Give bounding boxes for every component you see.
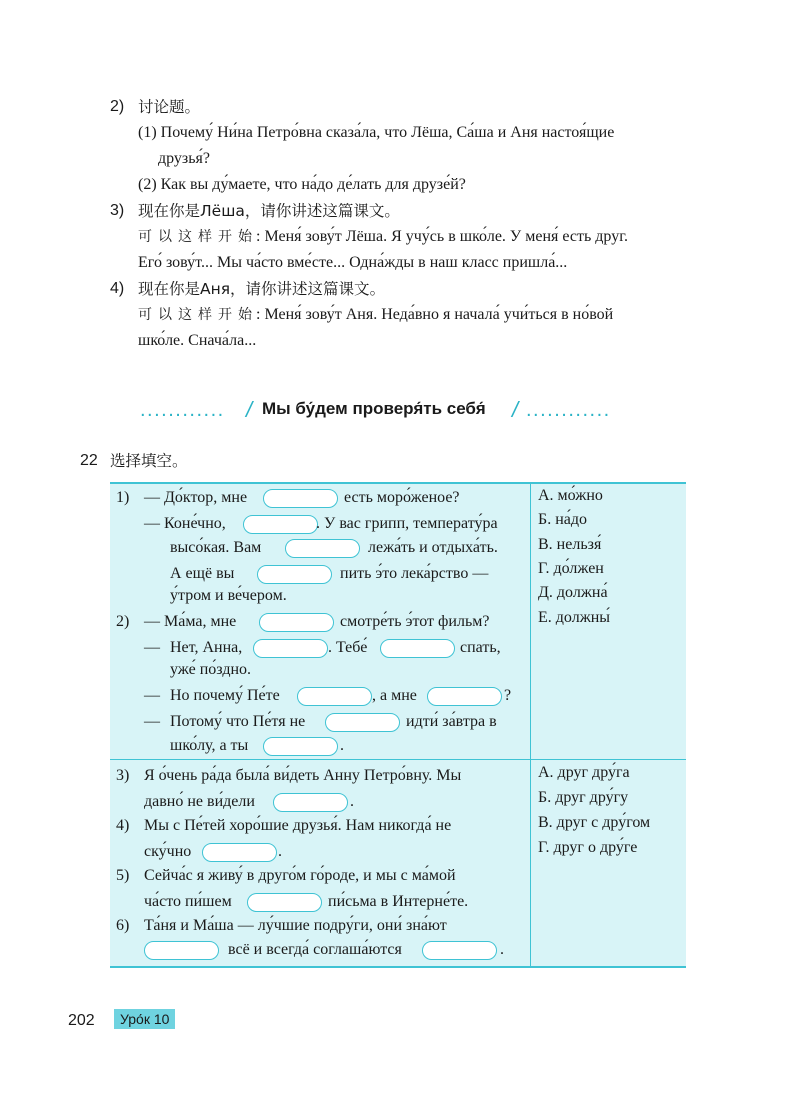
item-2-question-1-line-2: друзья́? (158, 150, 211, 167)
exercise-instruction: 选择填空。 (110, 452, 188, 470)
blank-14[interactable] (247, 893, 322, 912)
q1-line-2-end: . У вас грипп, температу́ра (316, 515, 498, 532)
item-2-question-2: (2) Как вы ду́маете, что на́до де́лать для друзе́й? (138, 176, 466, 193)
q6-line-2-end: . (500, 941, 504, 958)
q3-line-1: Я о́чень ра́да была́ ви́деть Анну Петро́вну. Мы (144, 767, 462, 784)
blank-8[interactable] (297, 687, 372, 706)
blank-11[interactable] (263, 737, 338, 756)
heading-dots-right: ............ (526, 399, 611, 421)
q1-number: 1) (116, 489, 130, 506)
blank-3[interactable] (285, 539, 360, 558)
q4-line-1: Мы с Пе́тей хоро́шие друзья́. Нам никогда́ не (144, 817, 452, 834)
q1-line-4-start: А ещё вы (170, 565, 235, 582)
choice-set-1-option: А. мо́жно (538, 487, 603, 504)
blank-10[interactable] (325, 713, 400, 732)
q1-line-4-end: пить э́то лека́рство — (340, 565, 489, 582)
table-bottom-border (110, 966, 686, 968)
heading-dots-left: ............ (140, 399, 225, 421)
item-4-line-2: шко́ле. Снача́ла... (138, 332, 257, 349)
blank-6[interactable] (253, 639, 328, 658)
choice-set-2-option: В. друг с дру́гом (538, 814, 651, 831)
q5-line-2-end: пи́сьма в Интерне́те. (328, 893, 469, 910)
item-3-line-2: Его́ зову́т... Мы ча́сто вме́сте... Одна́жды в наш класс пришла́... (138, 254, 568, 271)
choice-set-1-option: Е. должны́ (538, 608, 611, 626)
table-row-divider (110, 759, 686, 760)
q2-line-5-start: Потому́ что Пе́тя не (170, 713, 306, 730)
q2-line-4-end: ? (504, 687, 512, 704)
blank-15[interactable] (144, 941, 219, 960)
q1-line-1-end: есть моро́женое? (344, 489, 460, 506)
q2-line-3: уже́ по́здно. (170, 661, 252, 678)
q1-line-1-start: — До́ктор, мне (144, 489, 248, 506)
item-2-question-1-line-1: (1) Почему́ Ни́на Петро́вна сказа́ла, что Лёша, Са́ша и Аня настоя́щие (138, 124, 615, 141)
heading-slash-right: / (512, 397, 519, 422)
item-2-title: 讨论题。 (138, 98, 201, 116)
q2-line-2-middle: . Тебе́ (328, 639, 368, 656)
section-heading (140, 397, 680, 427)
table-top-border (110, 482, 686, 484)
blank-12[interactable] (273, 793, 348, 812)
blank-13[interactable] (202, 843, 277, 862)
q1-line-5: у́тром и ве́чером. (170, 587, 287, 604)
item-3-line-1: : Меня́ зову́т Лёша. Я учу́сь в шко́ле. У меня́ есть друг. (256, 228, 628, 245)
q3-line-2-end: . (350, 793, 354, 810)
q1-line-3-end: лежа́ть и отдыха́ть. (368, 539, 498, 556)
choice-set-1-option: Б. на́до (538, 511, 587, 529)
q2-line-4-dash: — (144, 687, 160, 704)
q6-line-1: Та́ня и Ма́ша — лу́чшие подру́ги, они́ зна́ют (144, 917, 447, 934)
q2-line-1-start: — Ма́ма, мне (144, 613, 237, 630)
table-column-divider (530, 482, 531, 968)
blank-5[interactable] (259, 613, 334, 632)
q1-line-2-start: — Коне́чно, (144, 515, 226, 532)
q3-line-2-start: давно́ не ви́дели (144, 793, 255, 810)
q5-line-1: Сейча́с я живу́ в друго́м го́роде, и мы с ма́мой (144, 867, 456, 884)
item-2-number: 2) (110, 98, 125, 115)
section-title: Мы бу́дем проверя́ть себя́ (262, 399, 486, 418)
q2-line-5-dash: — (144, 713, 160, 730)
item-4-line-1: : Меня́ зову́т Аня. Неда́вно я начала́ учи́ться в но́вой (256, 306, 614, 323)
exercise-number: 22 (80, 452, 98, 469)
item-4-prompt: 可以这样开始 (138, 307, 258, 323)
page-number: 202 (68, 1012, 95, 1029)
q2-line-4-start: Но почему́ Пе́те (170, 687, 280, 704)
q4-line-2-start: ску́чно (144, 843, 192, 860)
q1-line-3-start: высо́кая. Вам (170, 539, 262, 556)
q3-number: 3) (116, 767, 130, 784)
item-4-title: 现在你是Аня，请你讲述这篇课文。 (138, 280, 386, 298)
q6-number: 6) (116, 917, 130, 934)
blank-1[interactable] (263, 489, 338, 508)
blank-16[interactable] (422, 941, 497, 960)
q2-line-2-dash: — (144, 639, 160, 656)
item-3-title: 现在你是Лёша，请你讲述这篇课文。 (138, 202, 400, 220)
blank-9[interactable] (427, 687, 502, 706)
q2-line-1-end: смотре́ть э́тот фильм? (340, 613, 490, 630)
q4-line-2-end: . (278, 843, 282, 860)
heading-slash-left: / (246, 397, 253, 422)
q5-number: 5) (116, 867, 130, 884)
item-4-number: 4) (110, 280, 125, 297)
blank-2[interactable] (243, 515, 318, 534)
choice-set-1-option: Г. до́лжен (538, 559, 604, 577)
choice-set-2-option: Г. друг о дру́ге (538, 839, 638, 856)
q2-line-5-end: идти́ за́втра в (406, 713, 497, 730)
choice-set-1-option: В. нельзя́ (538, 535, 602, 553)
q6-line-2-start: всё и всегда́ соглаша́ются (228, 941, 402, 958)
lesson-label: Уро́к 10 (114, 1009, 175, 1029)
item-3-prompt: 可以这样开始 (138, 229, 258, 245)
choice-set-2-option: А. друг дру́га (538, 764, 630, 781)
choice-set-1-option: Д. должна́ (538, 584, 608, 602)
q2-line-6-end: . (340, 737, 344, 754)
choice-set-2-option: Б. друг дру́гу (538, 789, 629, 806)
exercise-table (110, 482, 686, 968)
q2-line-2-start: Нет, Анна, (170, 639, 243, 656)
q5-line-2-start: ча́сто пи́шем (144, 893, 232, 910)
blank-4[interactable] (257, 565, 332, 584)
blank-7[interactable] (380, 639, 455, 658)
q2-line-2-end: спать, (460, 639, 501, 656)
item-3-number: 3) (110, 202, 125, 219)
q2-number: 2) (116, 613, 130, 630)
q2-line-4-middle: , а мне (372, 687, 417, 704)
q2-line-6-start: шко́лу, а ты (170, 737, 249, 754)
q4-number: 4) (116, 817, 130, 834)
